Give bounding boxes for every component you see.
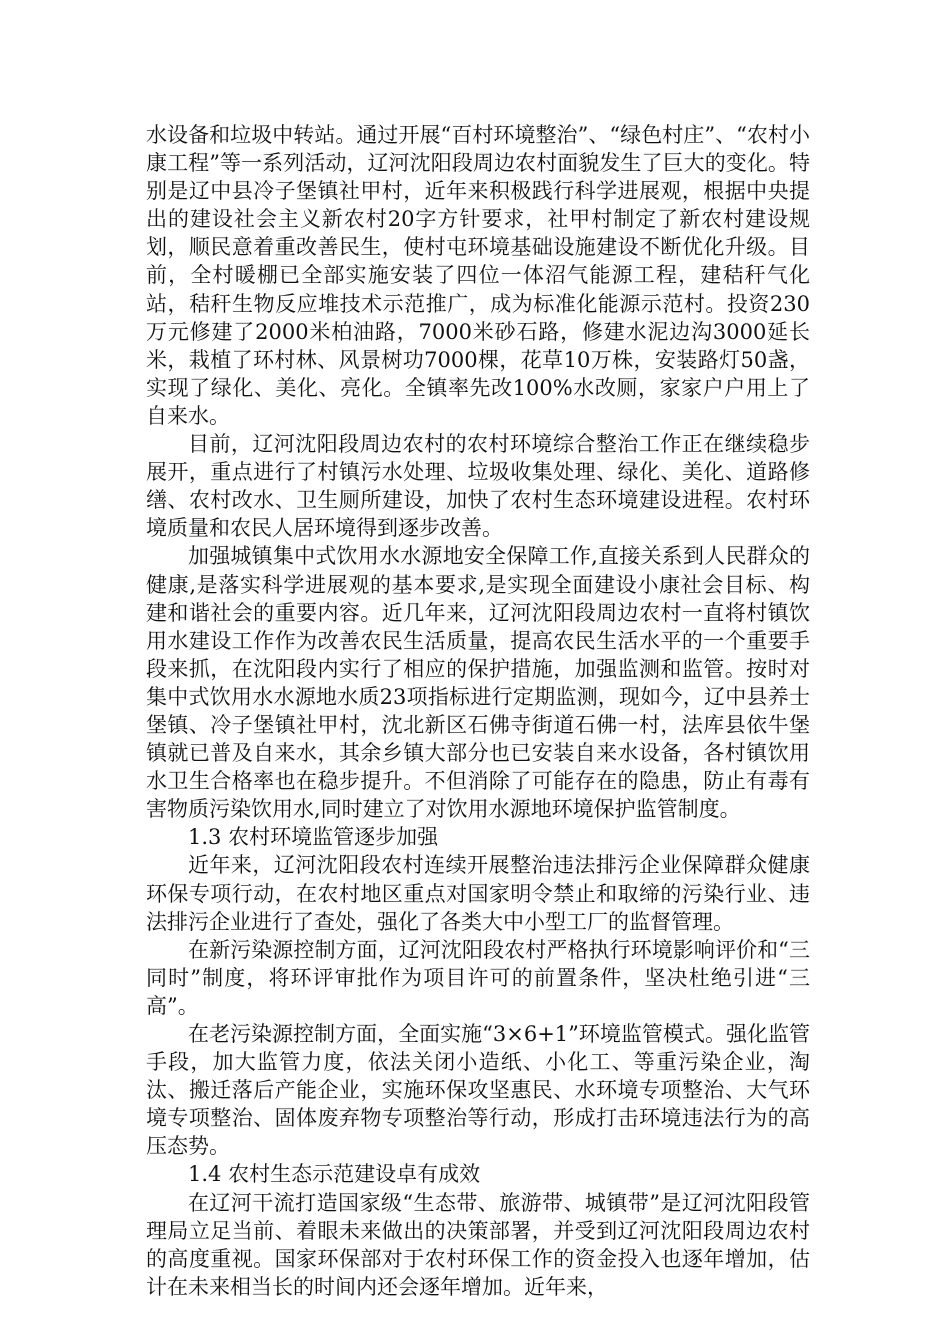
paragraph-old-pollution-control: 在老污染源控制方面，全面实施“3×6+1”环境监管模式。强化监管手段，加大监管力度，依法关闭小造纸、小化工、等重污染企业，淘汰、搬迁落后产能企业，实施环保攻坚惠民、水环境专项整治、大气环境专项整治、固体废弃物专项整治等行动，形成打击环境违法行为的高压态势。 xyxy=(146,1022,810,1159)
section-heading-1-4: 1.4 农村生态示范建设卓有成效 xyxy=(188,1162,481,1187)
paragraph-ecological-demonstration: 在辽河干流打造国家级“生态带、旅游带、城镇带”是辽河沈阳段管理局立足当前、着眼未来做出的决策部署，并受到辽河沈阳段周边农村的高度重视。国家环保部对于农村环保工作的资金投入也逐年增加，估计在未来相当长的时间内还会逐年增加。近年来， xyxy=(146,1190,810,1299)
paragraph-new-pollution-control: 在新污染源控制方面，辽河沈阳段农村严格执行环境影响评价和“三同时”制度，将环评审批作为项目许可的前置条件，坚决杜绝引进“三高”。 xyxy=(146,937,810,1018)
paragraph-rural-environment-progress: 目前，辽河沈阳段周边农村的农村环境综合整治工作正在继续稳步展开，重点进行了村镇污水处理、垃圾收集处理、绿化、美化、道路修缮、农村改水、卫生厕所建设，加快了农村生态环境建设进程。农村环境质量和农民人居环境得到逐步改善。 xyxy=(146,432,810,541)
paragraph-continuation: 水设备和垃圾中转站。通过开展“百村环境整治”、“绿色村庄”、“农村小康工程”等一系列活动，辽河沈阳段周边农村面貌发生了巨大的变化。特别是辽中县冷子堡镇社甲村，近年来积极践行科学进展观，根据中央提出的建设社会主义新农村20字方针要求，社甲村制定了新农村建设规划，顺民意着重改善民生，使村屯环境基础设施建设不断优化升级。目前，全村暖棚已全部实施安装了四位一体沼气能源工程，建秸秆气化站，秸秆生物反应堆技术示范推广，成为标准化能源示范村。投资230万元修建了2000米柏油路，7000米砂石路，修建水泥边沟3000延长米，栽植了环村林、风景树功7000棵，花草10万株，安装路灯50盏，实现了绿化、美化、亮化。全镇率先改100%水改厕，家家户户用上了自来水。 xyxy=(146,123,810,428)
document-body xyxy=(146,121,810,1301)
section-heading-1-3: 1.3 农村环境监管逐步加强 xyxy=(188,825,439,850)
paragraph-enforcement-actions: 近年来，辽河沈阳段农村连续开展整治违法排污企业保障群众健康环保专项行动，在农村地区重点对国家明令禁止和取缔的污染行业、违法排污企业进行了查处，强化了各类大中小型工厂的监督管理。 xyxy=(146,853,810,934)
paragraph-drinking-water-safety: 加强城镇集中式饮用水水源地安全保障工作,直接关系到人民群众的健康,是落实科学进展观的基本要求,是实现全面建设小康社会目标、构建和谐社会的重要内容。近几年来，辽河沈阳段周边农村一直将村镇饮用水建设工作作为改善农民生活质量，提高农民生活水平的一个重要手段来抓，在沈阳段内实行了相应的保护措施，加强监测和监管。按时对集中式饮用水水源地水质23项指标进行定期监测，现如今，辽中县养士堡镇、冷子堡镇社甲村，沈北新区石佛寺街道石佛一村，法库县依牛堡镇就已普及自来水，其余乡镇大部分也已安装自来水设备，各村镇饮用水卫生合格率也在稳步提升。不但消除了可能存在的隐患，防止有毒有害物质污染饮用水,同时建立了对饮用水源地环境保护监管制度。 xyxy=(146,544,810,822)
